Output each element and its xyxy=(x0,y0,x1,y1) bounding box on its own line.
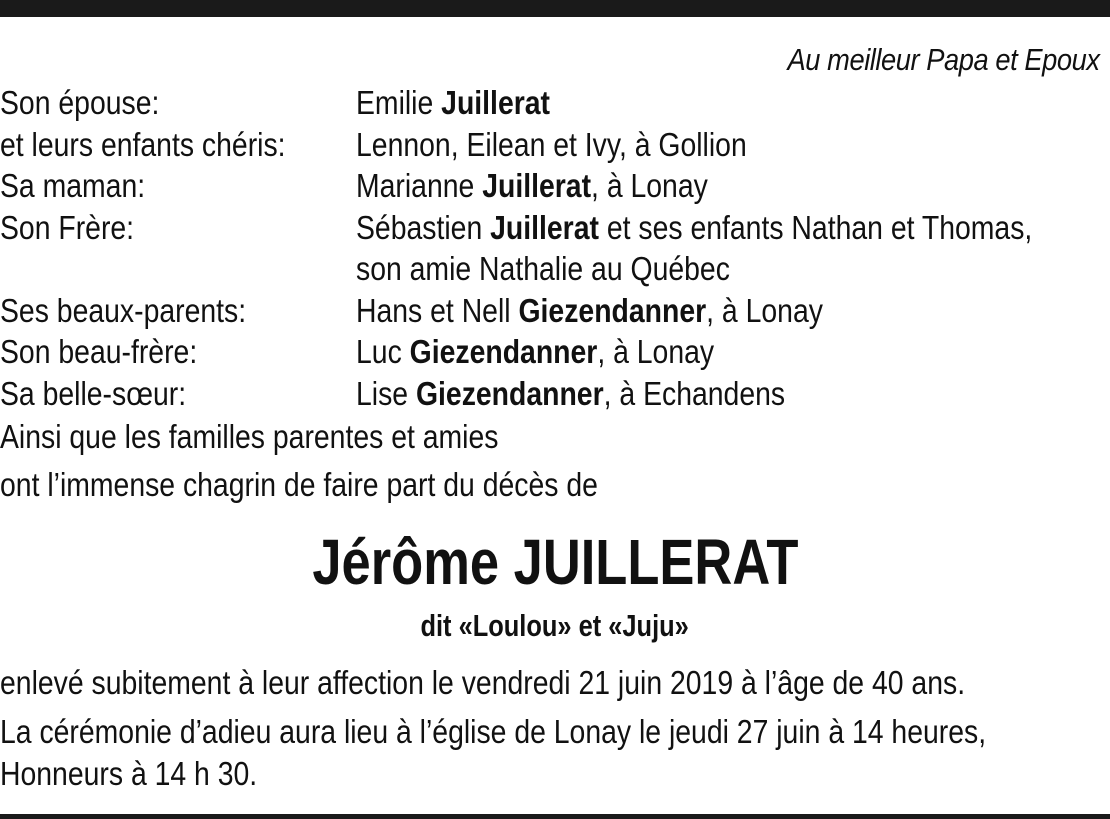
nickname xyxy=(0,608,1110,644)
relation-value xyxy=(356,84,550,122)
top-rule xyxy=(0,0,1110,17)
surname: Giezendanner xyxy=(409,333,598,370)
deceased-name-text: Jérôme JUILLERAT xyxy=(311,526,799,598)
relation-value xyxy=(356,209,1032,247)
family-row-brother xyxy=(0,209,1110,251)
passing-line: enlevé subitement à leur affection le vendredi 21 juin 2019 à l’âge de 40 ans. xyxy=(0,664,966,701)
family-row-sister-in-law xyxy=(0,375,1110,417)
location: , à Echandens xyxy=(603,374,786,412)
family-row-children xyxy=(0,126,1110,168)
ceremony-line-1: La cérémonie d’adieu aura lieu à l’église de Lonay le jeudi 27 juin à 14 heures, xyxy=(0,713,987,750)
relation-value xyxy=(356,292,823,330)
deceased-name xyxy=(0,525,1110,599)
family-row-parents-in-law xyxy=(0,292,1110,334)
surname: Giezendanner xyxy=(518,291,707,329)
surname: Juillerat xyxy=(490,208,599,246)
surname: Juillerat xyxy=(482,167,592,204)
relation-label: Son épouse: xyxy=(0,84,160,121)
given-names: son amie Nathalie au Québec xyxy=(356,250,730,287)
given-names: Lennon, Eilean et Ivy, à Gollion xyxy=(356,125,747,163)
surname: Juillerat xyxy=(441,84,551,121)
location: , à Lonay xyxy=(597,333,715,370)
family-list xyxy=(0,84,1110,416)
relation-label: Ses beaux-parents: xyxy=(0,291,247,329)
relation-value xyxy=(356,126,747,164)
relation-label: Sa belle-sœur: xyxy=(0,374,187,412)
bottom-rule xyxy=(0,814,1110,819)
given-names: Sébastien xyxy=(356,208,491,246)
relation-label: Son beau-frère: xyxy=(0,333,198,370)
location: et ses enfants Nathan et Thomas, xyxy=(598,208,1033,246)
location: , à Lonay xyxy=(591,167,708,204)
given-names: Lise xyxy=(356,374,416,412)
relation-label: et leurs enfants chéris: xyxy=(0,125,286,163)
ceremony-line-2: Honneurs à 14 h 30. xyxy=(0,755,258,792)
dedication: Au meilleur Papa et Epoux xyxy=(787,42,1100,77)
given-names: Luc xyxy=(356,333,410,370)
relation-label: Sa maman: xyxy=(0,167,146,204)
relation-value xyxy=(356,250,730,288)
given-names: Marianne xyxy=(356,167,483,204)
relation-value xyxy=(356,167,708,205)
families-line: Ainsi que les familles parentes et amies xyxy=(0,418,499,455)
location: , à Lonay xyxy=(706,291,823,329)
surname: Giezendanner xyxy=(415,374,604,412)
family-row-brother-continued xyxy=(0,250,1110,292)
nickname-text: dit «Loulou» et «Juju» xyxy=(420,608,690,643)
relation-value xyxy=(356,375,785,413)
given-names: Emilie xyxy=(356,84,442,121)
given-names: Hans et Nell xyxy=(356,291,519,329)
relation-label: Son Frère: xyxy=(0,208,135,246)
family-row-spouse xyxy=(0,84,1110,126)
announcement-line: ont l’immense chagrin de faire part du décès de xyxy=(0,466,598,503)
relation-value xyxy=(356,333,714,371)
family-row-brother-in-law xyxy=(0,333,1110,375)
family-row-mother xyxy=(0,167,1110,209)
